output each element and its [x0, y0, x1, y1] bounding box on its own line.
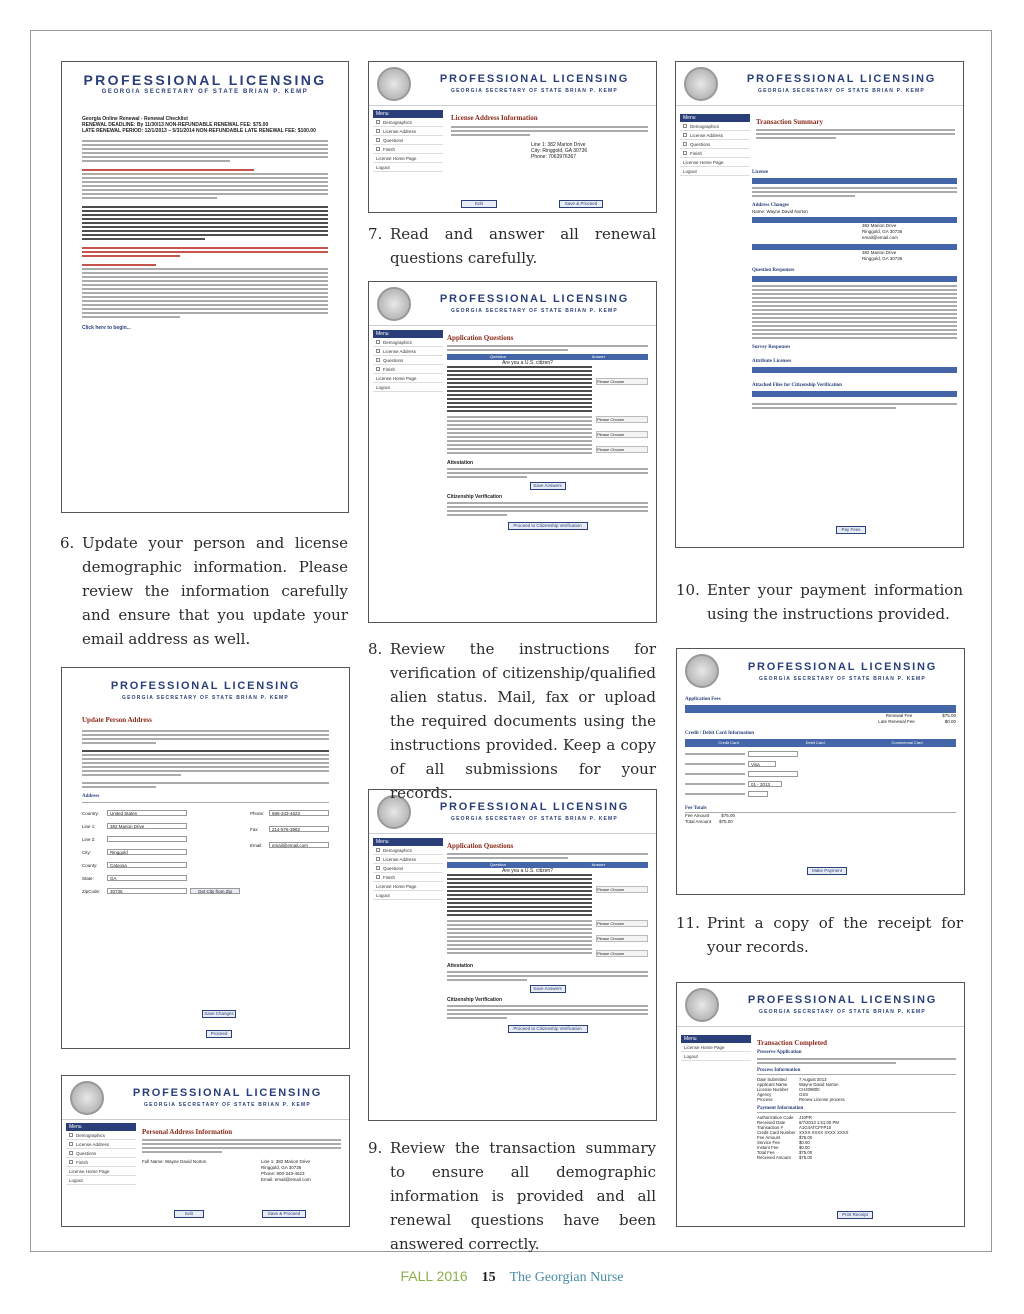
menu-item-license-address[interactable]: License Address — [66, 1140, 136, 1149]
caption-number: 10. — [676, 581, 700, 599]
begin-link[interactable]: Click here to begin... — [82, 325, 131, 331]
page-footer — [0, 1268, 1024, 1286]
checklist-paragraph-1 — [82, 140, 328, 162]
brand-subtitle: GEORGIA SECRETARY OF STATE BRIAN P. KEMP — [451, 308, 618, 314]
brand-banner — [676, 62, 963, 106]
personal-line1: Line 1: 382 Marion Drive — [261, 1159, 311, 1164]
state-seal-icon — [684, 67, 718, 101]
answer-select[interactable]: Please Choose — [596, 446, 648, 453]
caption-number: 11. — [676, 914, 700, 932]
city-label: City: — [82, 849, 91, 855]
renewal-deadline: RENEWAL DEADLINE: By 11/30/13 NON-REFUNDABLE RENEWAL FEE: $75.00 — [82, 122, 269, 128]
card-type-radios[interactable]: Credit Card Debit Card Commercial Card — [685, 739, 956, 747]
menu-item-license-home[interactable]: License Home Page — [681, 1043, 751, 1052]
side-menu: Menu Demographics License Address Questions Finish License Home Page Logout — [66, 1123, 136, 1185]
page-number: 15 — [481, 1270, 496, 1285]
attestation-heading: Attestation — [447, 460, 474, 466]
save-answers-button[interactable]: Save Answers — [530, 482, 566, 490]
screenshot-payment — [676, 648, 965, 895]
menu-item-logout[interactable]: Logout — [373, 163, 443, 172]
summary-addr1: 382 Marion Drive — [862, 250, 897, 255]
section-title: Personal Address Information — [142, 1128, 233, 1136]
brand-banner — [677, 649, 964, 693]
magazine-name: The Georgian Nurse — [509, 1270, 624, 1285]
total-amount-value: $75.00 — [719, 819, 733, 824]
side-menu: Menu License Home Page Logout — [681, 1035, 751, 1061]
personal-email: Email: email@email.com — [261, 1177, 311, 1182]
phone-input[interactable]: 686-343-4623 — [269, 810, 329, 816]
menu-item-logout[interactable]: Logout — [681, 1052, 751, 1061]
brand-title: PROFESSIONAL LICENSING — [439, 293, 630, 305]
menu-item-finish[interactable]: Finish — [66, 1158, 136, 1167]
summary-addr2: Ringgold, GA 30736 — [862, 256, 903, 261]
section-title: Transaction Completed — [757, 1039, 828, 1047]
screenshot-renewal-checklist — [61, 61, 349, 513]
state-select[interactable]: GA — [107, 875, 187, 881]
state-seal-icon — [685, 988, 719, 1022]
brand-title: PROFESSIONAL LICENSING — [747, 994, 938, 1006]
state-seal-icon — [70, 1081, 104, 1115]
menu-item-demographics[interactable]: Demographics — [373, 118, 443, 127]
caption-text: Review the transaction summary to ensure all demographic information is provided and all renewal questions have been answered correctly. — [390, 1139, 656, 1253]
personal-phone: Phone: 800-343-4623 — [261, 1171, 305, 1176]
section-title: Transaction Summary — [756, 118, 823, 126]
application-fees-heading: Application Fees — [685, 697, 721, 702]
menu-item-logout[interactable]: Logout — [373, 383, 443, 392]
answer-select[interactable]: Please Choose — [596, 935, 648, 942]
menu-item-questions[interactable]: Questions — [373, 136, 443, 145]
menu-item-license-address[interactable]: License Address — [373, 127, 443, 136]
answer-select[interactable]: Please Choose — [596, 416, 648, 423]
caption-text: Enter your payment information using the instructions provided. — [707, 581, 963, 623]
state-seal-icon — [377, 287, 411, 321]
section-title: License Address Information — [451, 114, 538, 122]
attached-heading: Attached Files for Citizenship Verification — [752, 383, 842, 388]
answer-select[interactable]: Please Choose — [596, 378, 648, 385]
menu-item-logout[interactable]: Logout — [66, 1176, 136, 1185]
line1-input[interactable]: 382 Marion Drive — [107, 823, 187, 829]
menu-item-questions[interactable]: Questions — [680, 140, 750, 149]
question-responses-heading: Question Responses — [752, 268, 795, 273]
summary-name: Name: Wayne David Norton — [752, 209, 808, 214]
payment-info-heading: Payment Information — [757, 1106, 956, 1113]
process-info-table: Date Submitted 7 August 2013 Applicant Name Wayne David Norton License Number CH209800 Agency GSS Process Renew License process — [757, 1077, 845, 1102]
line1-label: Line 1: — [82, 823, 96, 829]
brand-banner — [62, 62, 348, 106]
attribute-heading: Attribute Licenses — [752, 359, 792, 364]
screenshot-application-questions-verification — [368, 789, 657, 1121]
fax-input[interactable]: 214-576-3982 — [269, 826, 329, 832]
caption-text: Print a copy of the receipt for your records. — [707, 914, 963, 956]
screenshot-update-person-address — [61, 667, 350, 1049]
state-seal-icon — [377, 67, 411, 101]
caption-step-11 — [676, 911, 963, 959]
question-1: Are you a U.S. citizen? — [502, 360, 553, 366]
get-city-button[interactable]: Get City from Zip — [190, 888, 240, 894]
citizenship-heading: Citizenship Verification — [447, 494, 503, 500]
menu-item-license-home[interactable]: License Home Page — [373, 374, 443, 383]
screenshot-transaction-completed — [676, 982, 965, 1227]
answer-select[interactable]: Please Choose — [596, 950, 648, 957]
email-input[interactable]: email@email.com — [269, 842, 329, 848]
answer-select[interactable]: Please Choose — [596, 431, 648, 438]
cvv-input[interactable] — [748, 791, 768, 797]
caption-step-7 — [368, 222, 656, 270]
country-select[interactable]: United States — [107, 810, 187, 816]
brand-banner — [62, 1076, 349, 1120]
phone-label: Phone: — [250, 810, 265, 816]
menu-item-questions[interactable]: Questions — [373, 356, 443, 365]
answer-select[interactable]: Please Choose — [596, 920, 648, 927]
screenshot-license-address — [368, 61, 657, 213]
county-label: County: — [82, 862, 98, 868]
menu-item-finish[interactable]: Finish — [680, 149, 750, 158]
brand-banner — [369, 282, 656, 326]
survey-heading: Survey Responses — [752, 345, 791, 350]
menu-item-demographics[interactable]: Demographics — [66, 1131, 136, 1140]
citizenship-heading: Citizenship Verification — [447, 997, 503, 1003]
fee-amount-value: $75.00 — [721, 813, 736, 818]
brand-subtitle: GEORGIA SECRETARY OF STATE BRIAN P. KEMP — [144, 1102, 311, 1108]
summary-email: email@email.com — [862, 235, 898, 240]
screenshot-application-questions — [368, 281, 657, 623]
brand-banner — [369, 62, 656, 106]
brand-title: PROFESSIONAL LICENSING — [83, 71, 327, 88]
save-proceed-button[interactable]: Save & Proceed — [559, 200, 603, 208]
process-heading: Process Information — [757, 1068, 956, 1075]
save-proceed-button[interactable]: Save & Proceed — [262, 1210, 306, 1218]
issue-label: FALL 2016 — [400, 1268, 468, 1284]
fee-totals-heading: Fee Totals — [685, 806, 707, 811]
brand-title: PROFESSIONAL LICENSING — [132, 1087, 323, 1099]
make-payment-button[interactable]: Make Payment — [807, 867, 847, 875]
fee-amt-2: $0.00 — [944, 719, 956, 724]
fee-desc-2: Late Renewal Fee — [878, 719, 915, 724]
brand-banner — [677, 983, 964, 1027]
brand-title: PROFESSIONAL LICENSING — [439, 801, 630, 813]
zip-input[interactable]: 30736 — [107, 888, 187, 894]
late-renewal: LATE RENEWAL PERIOD: 12/1/2013 – 5/31/2014 NON-REFUNDABLE LATE RENEWAL FEE: $100.00 — [82, 128, 316, 134]
line2-input[interactable] — [107, 836, 187, 842]
summary-addr1: 382 Marion Drive — [862, 223, 897, 228]
brand-banner — [62, 668, 349, 712]
address-city: City: Ringgold, GA 30736 — [531, 148, 588, 154]
caption-step-6 — [60, 531, 348, 651]
pay-fees-button[interactable]: Pay Fees — [836, 526, 866, 534]
section-title: Application Questions — [447, 842, 514, 850]
payment-info-table: Authorization Code J10PR Received Date 8/7/2013 1:51:00 PM Transaction # A1G4ATCFFP10 Credit Card Number XXXX XXXX XXXX XXXX Fee Amount $75.00 Service Fee $0.00 Instant Fee $0.00 Total Fee $75.00 Received Amount $75.00 — [757, 1115, 849, 1160]
brand-title: PROFESSIONAL LICENSING — [746, 73, 937, 85]
brand-subtitle: GEORGIA SECRETARY OF STATE BRIAN P. KEMP — [101, 88, 309, 95]
menu-item-license-address[interactable]: License Address — [373, 855, 443, 864]
address-phone: Phone: 7063976367 — [531, 154, 577, 160]
menu-item-finish[interactable]: Finish — [373, 145, 443, 154]
menu-item-logout[interactable]: Logout — [373, 891, 443, 900]
card-info-heading: Credit / Debit Card Information — [685, 731, 755, 736]
fee-amount-label: Fee Amount — [685, 813, 710, 818]
card-number-input[interactable] — [748, 771, 798, 777]
card-type-select[interactable]: Visa — [748, 761, 776, 767]
brand-title: PROFESSIONAL LICENSING — [747, 660, 938, 673]
state-label: State: — [82, 875, 94, 881]
save-answers-button[interactable]: Save Answers — [530, 985, 566, 993]
zip-label: ZipCode: — [82, 888, 101, 894]
menu-item-finish[interactable]: Finish — [373, 873, 443, 882]
checklist-paragraph-2 — [82, 169, 328, 199]
address-heading: Address — [82, 794, 100, 799]
checklist-heading: Georgia Online Renewal - Renewal Checklist — [82, 116, 188, 122]
menu-item-demographics[interactable]: Demographics — [680, 122, 750, 131]
menu-item-finish[interactable]: Finish — [373, 365, 443, 374]
questions-table-header: Question Answer — [447, 354, 648, 360]
checklist-paragraph-4 — [82, 247, 328, 257]
caption-number: 8. — [368, 640, 383, 658]
menu-header: Menu — [373, 110, 443, 118]
section-title: Update Person Address — [82, 716, 152, 724]
fax-label: Fax: — [250, 826, 259, 832]
caption-step-9 — [368, 1136, 656, 1256]
caption-text: Update your person and license demographic information. Please review the information carefully and ensure that you update your email address as well. — [82, 534, 348, 648]
caption-text: Read and answer all renewal questions carefully. — [390, 225, 656, 267]
brand-subtitle: GEORGIA SECRETARY OF STATE BRIAN P. KEMP — [759, 675, 926, 682]
email-label: Email: — [250, 842, 263, 848]
proceed-citizenship-button[interactable]: Proceed to Citizenship Verification — [508, 1025, 588, 1033]
county-select[interactable]: Catoosa — [107, 862, 187, 868]
address-line1: Line 1: 382 Marion Drive — [531, 142, 586, 148]
menu-item-license-address[interactable]: License Address — [680, 131, 750, 140]
caption-number: 6. — [60, 534, 75, 552]
address-changes-heading: Address Changes — [752, 203, 789, 208]
fee-amt-1: $75.00 — [942, 713, 956, 718]
proceed-button[interactable]: Proceed — [206, 1030, 232, 1038]
menu-item-questions[interactable]: Questions — [373, 864, 443, 873]
proceed-citizenship-button[interactable]: Proceed to Citizenship Verification — [508, 522, 588, 530]
side-menu: Menu Demographics License Address Questions Finish License Home Page Logout — [373, 838, 443, 900]
brand-subtitle: GEORGIA SECRETARY OF STATE BRIAN P. KEMP — [451, 816, 618, 822]
edit-button[interactable]: Edit — [174, 1210, 204, 1218]
name-on-account-input[interactable] — [748, 751, 798, 757]
brand-subtitle: GEORGIA SECRETARY OF STATE BRIAN P. KEMP — [122, 694, 289, 701]
menu-item-license-address[interactable]: License Address — [373, 347, 443, 356]
attestation-heading: Attestation — [447, 963, 474, 969]
menu-item-license-home[interactable]: License Home Page — [66, 1167, 136, 1176]
answer-select[interactable]: Please Choose — [596, 886, 648, 893]
caption-text: Review the instructions for verification of citizenship/qualified alien status. Mail, fax or upload the required documents using the instructions provided. Keep a copy of all submissions for your records. — [390, 640, 656, 802]
menu-item-license-home[interactable]: License Home Page — [373, 882, 443, 891]
save-changes-button[interactable]: Save Changes — [202, 1010, 236, 1018]
brand-subtitle: GEORGIA SECRETARY OF STATE BRIAN P. KEMP — [759, 1009, 926, 1015]
caption-number: 7. — [368, 225, 383, 243]
line2-label: Line 2: — [82, 836, 96, 842]
menu-item-license-home[interactable]: License Home Page — [680, 158, 750, 167]
section-title: Application Questions — [447, 334, 514, 342]
caption-number: 9. — [368, 1139, 383, 1157]
menu-item-questions[interactable]: Questions — [66, 1149, 136, 1158]
preserve-heading: Preserve Application — [757, 1050, 802, 1055]
edit-button[interactable]: Edit — [461, 200, 497, 208]
checklist-paragraph-3 — [82, 206, 328, 240]
country-label: Country: — [82, 810, 100, 816]
menu-item-logout[interactable]: Logout — [680, 167, 750, 176]
checklist-paragraph-5 — [82, 264, 328, 318]
side-menu: Menu Demographics License Address Questions Finish License Home Page Logout — [680, 114, 750, 176]
state-seal-icon — [685, 654, 719, 688]
side-menu: Menu Demographics License Address Questions Finish License Home Page Logout — [373, 330, 443, 392]
personal-full-name: Full Name: Wayne David Norton — [142, 1159, 207, 1164]
brand-title: PROFESSIONAL LICENSING — [110, 679, 301, 692]
city-input[interactable]: Ringgold — [107, 849, 187, 855]
brand-subtitle: GEORGIA SECRETARY OF STATE BRIAN P. KEMP — [758, 88, 925, 94]
question-1: Are you a U.S. citizen? — [502, 868, 553, 874]
license-heading: License — [752, 170, 769, 175]
fee-desc-1: Renewal Fee — [885, 713, 913, 718]
questions-table-header: Question Answer — [447, 862, 648, 868]
side-menu — [373, 110, 443, 172]
menu-item-demographics[interactable]: Demographics — [373, 846, 443, 855]
personal-city: Ringgold, GA 30736 — [261, 1165, 302, 1170]
screenshot-personal-address — [61, 1075, 350, 1227]
menu-item-license-home[interactable]: License Home Page — [373, 154, 443, 163]
brand-subtitle: GEORGIA SECRETARY OF STATE BRIAN P. KEMP — [451, 88, 618, 94]
screenshot-transaction-summary — [675, 61, 964, 548]
total-amount-label: Total Amount — [685, 819, 712, 824]
caption-step-10 — [676, 578, 963, 626]
print-receipt-button[interactable]: Print Receipt — [837, 1211, 873, 1219]
summary-addr2: Ringgold, GA 30736 — [862, 229, 903, 234]
menu-item-demographics[interactable]: Demographics — [373, 338, 443, 347]
caption-step-8 — [368, 637, 656, 805]
brand-title: PROFESSIONAL LICENSING — [439, 73, 630, 85]
expiration-select[interactable]: 01 - 2013 — [748, 781, 782, 787]
